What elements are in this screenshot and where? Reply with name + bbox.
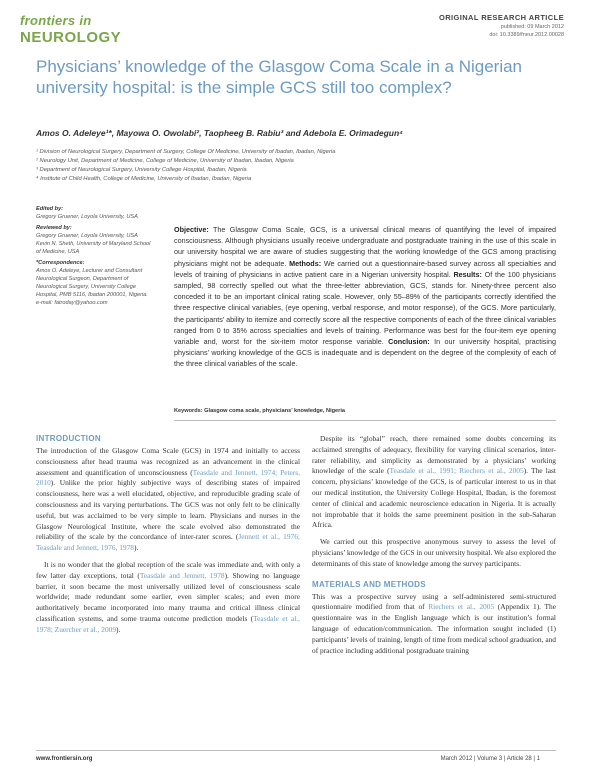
author-list: Amos O. Adeleye¹*, Mayowa O. Owolabi², Taopheeg B. Rabiu³ and Adebola E. Orimadegun⁴ — [36, 128, 403, 138]
journal-logo-line1: frontiers in — [20, 13, 92, 28]
edited-by: Gregory Gruener, Loyola University, USA — [36, 214, 138, 220]
citation[interactable]: Teasdale et al., 1978; Zuercher et al., 2009 — [36, 613, 300, 634]
journal-website[interactable]: www.frontiersin.org — [36, 756, 93, 762]
edited-by-label: Edited by: — [36, 206, 64, 212]
keywords — [174, 408, 345, 414]
correspondence-email[interactable]: e-mail: fatroday@yahoo.com — [36, 300, 108, 306]
intro-paragraph-1: The introduction of the Glasgow Coma Scale (GCS) in 1974 and initially to access consciousness after head trauma was recognized as an advancement in the clinical assessment and quantification of unconsciousness (Teasdale and Jennett, 1974; Peters, 2010). Unlike the prior highly subjective ways of describing states of impaired consciousness, here was a well elucidated, objective, and reproducible grading scale of consciousness and its varying perturbations. The GCS was not only felt to be clinically useful, but was acclaimed to be very simple to learn. Physicians and nurses in the Glasgow Neurological Institute, where the scale evolved also demonstrated the reliability of the scale by the concordance of inter-rater scores. (Jennett et al., 1976; Teasdale and Jennett, 1976, 1978). — [36, 446, 300, 553]
methods-label: Methods: — [286, 258, 322, 268]
footer-article-info: March 2012 | Volume 3 | Article 28 | 1 — [440, 756, 540, 762]
affiliation-1: ¹ Division of Neurological Surgery, Department of Surgery, College Of Medicine, University of Ibadan, Ibadan, Nigeria — [36, 149, 336, 155]
methods-paragraph: This was a prospective survey using a self-administered semi-structured questionnaire modified from that of Riechers et al., 2005 (Appendix 1). The questionnaire was in the English language which is our institution’s formal language of education/communication. The information sought included (1) participants’ levels of training, length of time from medical school graduation, and of practice including additional postgraduate training — [312, 591, 556, 655]
reviewed-by-label: Reviewed by: — [36, 225, 72, 231]
right-column — [312, 434, 556, 656]
affiliation-3: ³ Department of Neurological Surgery, University College Hospital, Ibadan, Nigeria — [36, 167, 247, 173]
right-paragraph-1: Despite its “global” reach, there remained some doubts concerning its acclaimed strengths of adequacy, flexibility for varying clinical scenarios, inter-rater reliability, and simplicity as demonstrated by a physicians’ working knowledge of the scale (Teasdale et al., 1991; Riechers et al., 2005). The last concern, physicians’ knowledge of the GCS, is of particular interest to us in that our medical institution, the University College Hospital, Ibadan, is the foremost center of clinical and academic neuroscience education in Nigeria. It is actually not improbable that it holds the same preeminent position in the sub-Saharan Africa. — [312, 434, 556, 530]
citation[interactable]: Teasdale and Jennett, 1978 — [139, 570, 225, 580]
footer-divider — [36, 750, 556, 751]
affiliation-4: ⁴ Institute of Child Health, College of Medicine, University of Ibadan, Ibadan, Nigeria — [36, 176, 252, 182]
doi: doi: 10.3389/fneur.2012.00028 — [489, 32, 564, 38]
keywords-divider — [174, 420, 556, 421]
conclusion-text: In our university hospital, practising physicians’ working knowledge of the GCS is inadequate and is dependent on the degree of the complexity of each of the three clinical variables of the scale. — [174, 337, 556, 369]
intro-paragraph-2: It is no wonder that the global reception of the scale was immediate and, with only a few latter day exceptions, total (Teasdale and Jennett, 1978). Showing no language barrier, it soon became the most universally utilized level of consciousness scale worldwide; made redundant some earlier, even simpler scales; and even more authoritatively became incorporated into many trauma and critical illness clinical classification systems, and some trauma outcome prediction models (Teasdale et al., 1978; Zuercher et al., 2009). — [36, 559, 300, 634]
citation[interactable]: Teasdale et al., 1991; Riechers et al., 2005 — [389, 466, 524, 476]
conclusion-label: Conclusion: — [383, 337, 430, 347]
results-text: Of the 100 physicians sampled, 98 correctly spelled out what the three-letter abbreviation, GCS, stands for. Ninety-three percent also conceded it to be an important clinical rating scale. However, only 55–89% of the participants correctly identified the three respective clinical variables, (eye opening, verbal response, and motor response), of the GCS. More particularly, the participants’ ability to itemize and correctly score all the respective components of each of the three clinical variables ranged from 0 to 35% across specialties and levels of training. Performance was best for the four-item eye opening variable and, worst for the six-item motor response variable. — [174, 269, 557, 347]
keywords-label: Keywords: — [174, 408, 203, 414]
objective-text: The Glasgow Coma Scale, GCS, is a universal clinical means of quantifying the level of impaired consciousness. Although physicians usually receive undergraduate and postgraduate training in the use of this scale in our university hospital we are aware of studies suggesting that the working knowledge of the GCS among practising physicians might not be adequate. — [174, 225, 556, 268]
intro-heading: INTRODUCTION — [36, 434, 101, 443]
article-title: Physicians’ knowledge of the Glasgow Coma Scale in a Nigerian university hospital: is the simple GCS still too complex? — [36, 57, 523, 97]
citation[interactable]: Riechers et al., 2005 — [428, 602, 495, 612]
article-type: ORIGINAL RESEARCH ARTICLE — [438, 13, 564, 22]
objective-label: Objective: — [174, 225, 209, 234]
reviewer-2: Kevin N. Sheth, University of Maryland School of Medicine, USA — [36, 241, 151, 255]
intro-text — [36, 446, 300, 636]
methods-heading: MATERIALS AND METHODS — [312, 579, 426, 589]
reviewer-1: Gregory Gruener, Loyola University, USA — [36, 233, 138, 239]
keywords-text: Glasgow coma scale, physicians’ knowledge, Nigeria — [202, 408, 345, 414]
published-date: published: 09 March 2012 — [500, 24, 564, 30]
correspondence: Amos O. Adeleye, Lecturer and Consultant Neurological Surgeon, Department of Neurological Surgery, University College Hospital, PMB 5116, Ibadan 200001, Nigeria. — [36, 268, 148, 298]
results-label: Results: — [450, 269, 482, 279]
abstract — [174, 224, 556, 370]
correspondence-label: *Correspondence: — [36, 260, 85, 266]
methods-text: We carried out a questionnaire-based survey across all specialties and levels of training of physicians in active patient care in a Nigerian university hospital. — [174, 258, 557, 279]
intro-column — [36, 434, 300, 636]
editor-info — [36, 205, 156, 307]
affiliation-2: ² Neurology Unit, Department of Medicine, College of Medicine, University of Ibadan, Ibadan, Nigeria — [36, 158, 294, 164]
journal-logo-line2: NEUROLOGY — [20, 29, 122, 46]
citation[interactable]: Jennett et al., 1976; Teasdale and Jennett, 1976, 1978 — [36, 532, 300, 553]
right-text — [312, 434, 556, 570]
right-paragraph-2: We carried out this prospective anonymous survey to assess the level of physicians’ knowledge of the GCS in our university hospital. We also explored the determinants of this state of knowledge among the survey participants. — [312, 537, 557, 568]
citation[interactable]: Teasdale and Jennett, 1974; Peters, 2010 — [36, 467, 300, 488]
methods-text — [312, 592, 556, 657]
